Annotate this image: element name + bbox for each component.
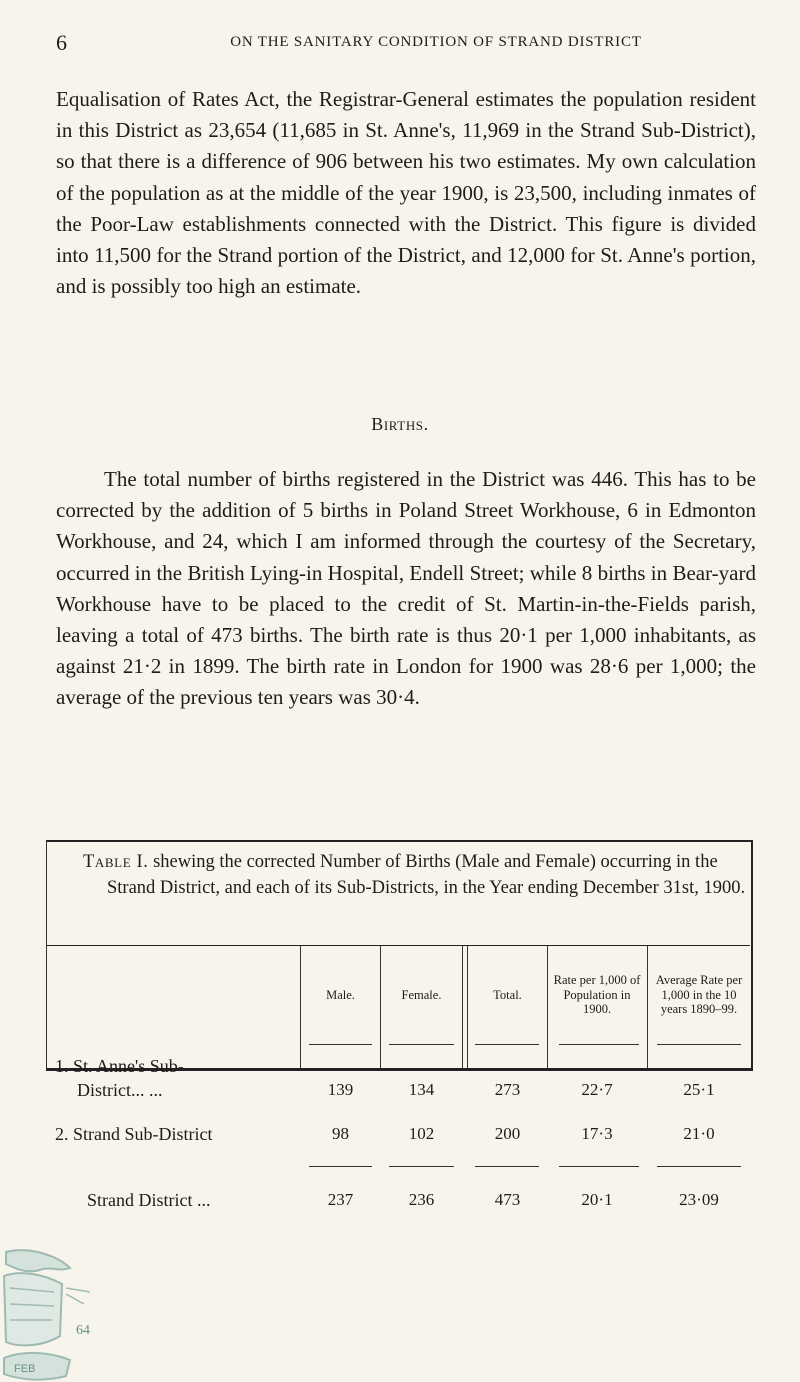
column-header-average: Average Rate per 1,000 in the 10 years 1890–99. — [655, 973, 743, 1017]
running-title: ON THE SANITARY CONDITION OF STRAND DISTRICT — [230, 34, 642, 50]
cell-female-total: 236 — [408, 1190, 435, 1209]
total-rule — [389, 1166, 454, 1167]
header-underline — [309, 1044, 372, 1045]
paragraph-population: Equalisation of Rates Act, the Registrar-General estimates the population resident in this District as 23,654 (11,685 in St. Anne's, 11,969 in the Strand Sub-District), so that there is a difference of 906 between his two estimates. My own calculation of the population as at the middle of the year 1900, is 23,500, including inmates of the Poor-Law establishments connected with the District. This figure is divided into 11,500 for the Strand portion of the District, and 12,000 for St. Anne's portion, and is possibly too high an estimate. — [56, 87, 756, 299]
header-underline — [475, 1044, 539, 1045]
column-rule — [547, 946, 548, 1068]
row-label-strand-district: Strand District ... — [87, 1190, 211, 1210]
page-number: 6 — [56, 30, 67, 55]
cell-rate-total: 20·1 — [581, 1190, 613, 1209]
library-stamp — [0, 1248, 110, 1382]
total-rule — [559, 1166, 639, 1167]
column-header-total: Total. — [493, 987, 522, 1002]
total-rule — [475, 1166, 539, 1167]
cell-average: 25·1 — [683, 1080, 715, 1099]
cell-rate: 17·3 — [581, 1124, 613, 1143]
cell-female: 134 — [408, 1080, 435, 1099]
column-header-rate: Rate per 1,000 of Population in 1900. — [553, 973, 641, 1017]
header-underline — [559, 1044, 639, 1045]
cell-average-total: 23·09 — [679, 1190, 719, 1209]
column-header-male: Male. — [326, 987, 355, 1002]
table-caption-text: shewing the corrected Number of Births (Male and Female) occurring in the Strand District, and each of its Sub-Districts, in the Year ending December 31st, 1900. — [107, 852, 746, 898]
cell-male-total: 237 — [327, 1190, 354, 1209]
cell-male: 98 — [332, 1124, 349, 1143]
row-label-line: District... ... — [77, 1080, 163, 1100]
header-underline — [389, 1044, 454, 1045]
table-caption-lead: Table I. — [83, 852, 149, 872]
header-underline — [657, 1044, 741, 1045]
row-label-st-annes — [55, 1054, 184, 1102]
row-label-strand: 2. Strand Sub-District — [55, 1124, 213, 1144]
cell-average: 21·0 — [683, 1124, 715, 1143]
cell-rate: 22·7 — [581, 1080, 613, 1099]
total-rule — [657, 1166, 741, 1167]
column-rule — [647, 946, 648, 1068]
cell-female: 102 — [408, 1124, 435, 1143]
column-header-female: Female. — [401, 987, 442, 1002]
paragraph-births: The total number of births registered in the District was 446. This has to be corrected by the addition of 5 births in Poland Street Workhouse, 6 in Edmonton Workhouse, and 24, which I am informed through the courtesy of the Secretary, occurred in the British Lying-in Hospital, Endell Street; while 8 births in Bear-yard Workhouse have to be placed to the credit of St. Martin-in-the-Fields parish, leaving a total of 473 births. The birth rate is thus 20·1 per 1,000 inhabitants, as against 21·2 in 1899. The birth rate in London for 1900 was 28·6 per 1,000; the average of the previous ten years was 30·4. — [56, 467, 756, 710]
page-header — [56, 30, 756, 64]
stamp-month: FEB — [14, 1363, 36, 1375]
births-heading: Births. — [371, 414, 429, 434]
stamp-number: 64 — [76, 1323, 90, 1338]
table-caption — [83, 850, 747, 901]
births-table — [46, 840, 753, 1210]
row-label-line: 1. St. Anne's Sub- — [55, 1056, 184, 1076]
cell-male: 139 — [327, 1080, 354, 1099]
cell-total: 200 — [494, 1124, 521, 1143]
cell-total: 273 — [494, 1080, 521, 1099]
total-rule — [309, 1166, 372, 1167]
cell-total-total: 473 — [494, 1190, 521, 1209]
